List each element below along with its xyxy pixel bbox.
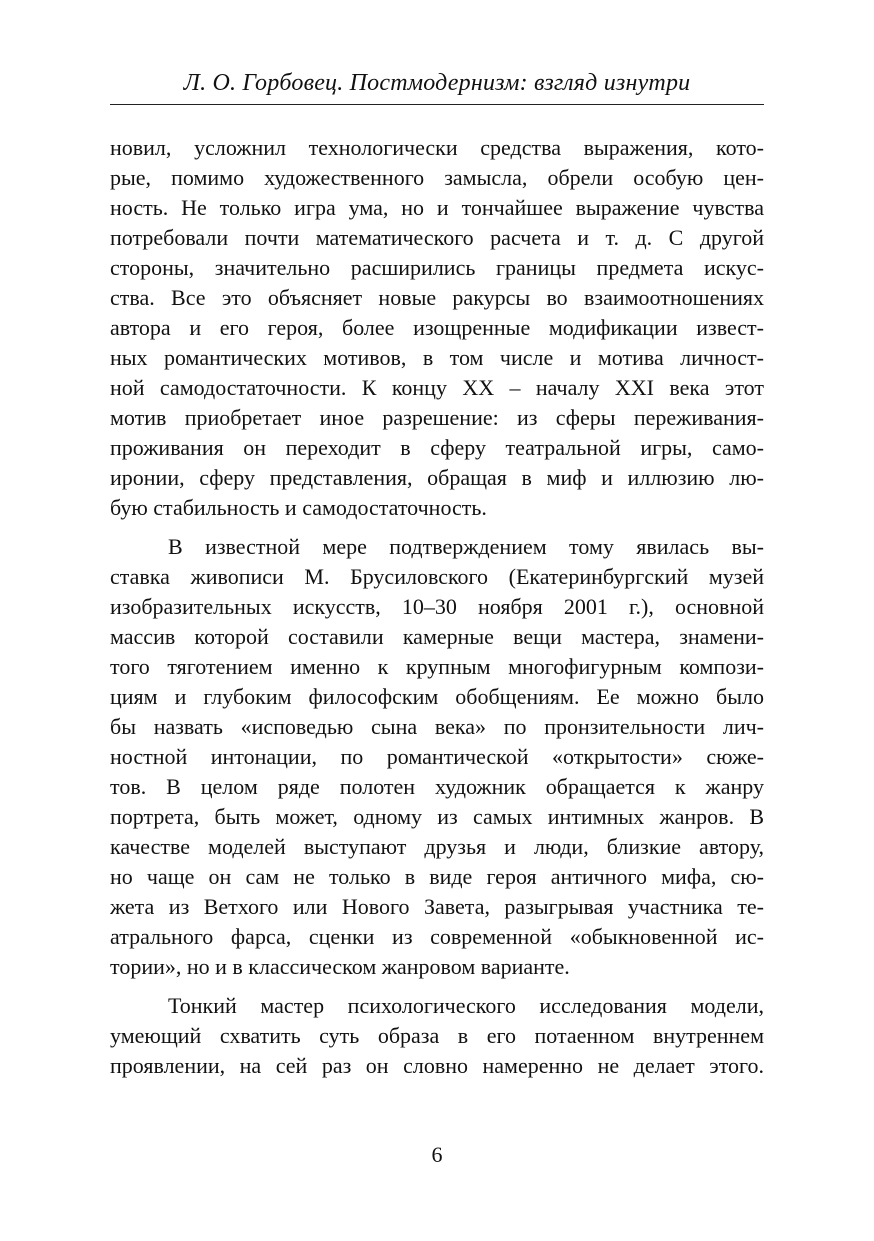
text-line: но чаще он сам не только в виде героя античного мифа, сю- [110,864,764,889]
running-header [110,66,764,105]
page-number: 6 [431,1142,443,1167]
text-line: ностной интонации, по романтической «открытости» сюже- [110,744,764,769]
text-line: портрета, быть может, одному из самых интимных жанров. В [110,804,764,829]
text-line: потребовали почти математического расчета и т. д. С другой [110,225,764,250]
text-line: массив которой составили камерные вещи мастера, знамени- [110,624,764,649]
text-line: тории», но и в классическом жанровом варианте. [110,954,570,979]
text-line: качестве моделей выступают друзья и люди, близкие автору, [110,834,764,859]
text-line: атрального фарса, сценки из современной «обыкновенной ис- [110,924,764,949]
text-line: циям и глубоким философским обобщениям. Ее можно было [110,684,764,709]
text-line: Тонкий мастер психологического исследования модели, [168,993,764,1018]
text-line: умеющий схватить суть образа в его потаенном внутреннем [110,1023,764,1048]
running-title: Л. О. Горбовец. Постмодернизм: взгляд изнутри [183,70,691,96]
text-line: мотив приобретает иное разрешение: из сферы переживания- [110,405,764,430]
text-line: жета из Ветхого или Нового Завета, разыгрывая участника те- [110,894,764,919]
text-line: новил, усложнил технологически средства выражения, кото- [110,135,764,160]
text-line: проявлении, на сей раз он словно намеренно не делает этого. [110,1053,764,1078]
text-line: тов. В целом ряде полотен художник обращается к жанру [110,774,764,799]
text-line: проживания он переходит в сферу театральной игры, само- [110,435,764,460]
text-line: иронии, сферу представления, обращая в миф и иллюзию лю- [110,465,764,490]
text-line: ставка живописи М. Брусиловского (Екатеринбургский музей [110,564,764,589]
text-line: автора и его героя, более изощренные модификации извест- [110,315,764,340]
text-line: ной самодостаточности. К концу XX – началу XXI века этот [110,375,764,400]
paragraph-3 [110,991,764,1081]
text-line: того тяготением именно к крупным многофигурным компози- [110,654,764,679]
body-text [110,133,764,1081]
text-line: бую стабильность и самодостаточность. [110,495,487,520]
text-line: стороны, значительно расширились границы предмета искус- [110,255,764,280]
text-line: бы назвать «исповедью сына века» по пронзительности лич- [110,714,764,739]
text-line: ность. Не только игра ума, но и тончайшее выражение чувства [110,195,764,220]
text-line: В известной мере подтверждением тому явилась вы- [168,534,764,559]
text-line: изобразительных искусств, 10–30 ноября 2001 г.), основной [110,594,764,619]
text-line: ных романтических мотивов, в том числе и мотива личност- [110,345,764,370]
text-line: рые, помимо художественного замысла, обрели особую цен- [110,165,764,190]
paragraph-2 [110,532,764,982]
paragraph-1 [110,133,764,523]
text-line: ства. Все это объясняет новые ракурсы во взаимоотношениях [110,285,764,310]
